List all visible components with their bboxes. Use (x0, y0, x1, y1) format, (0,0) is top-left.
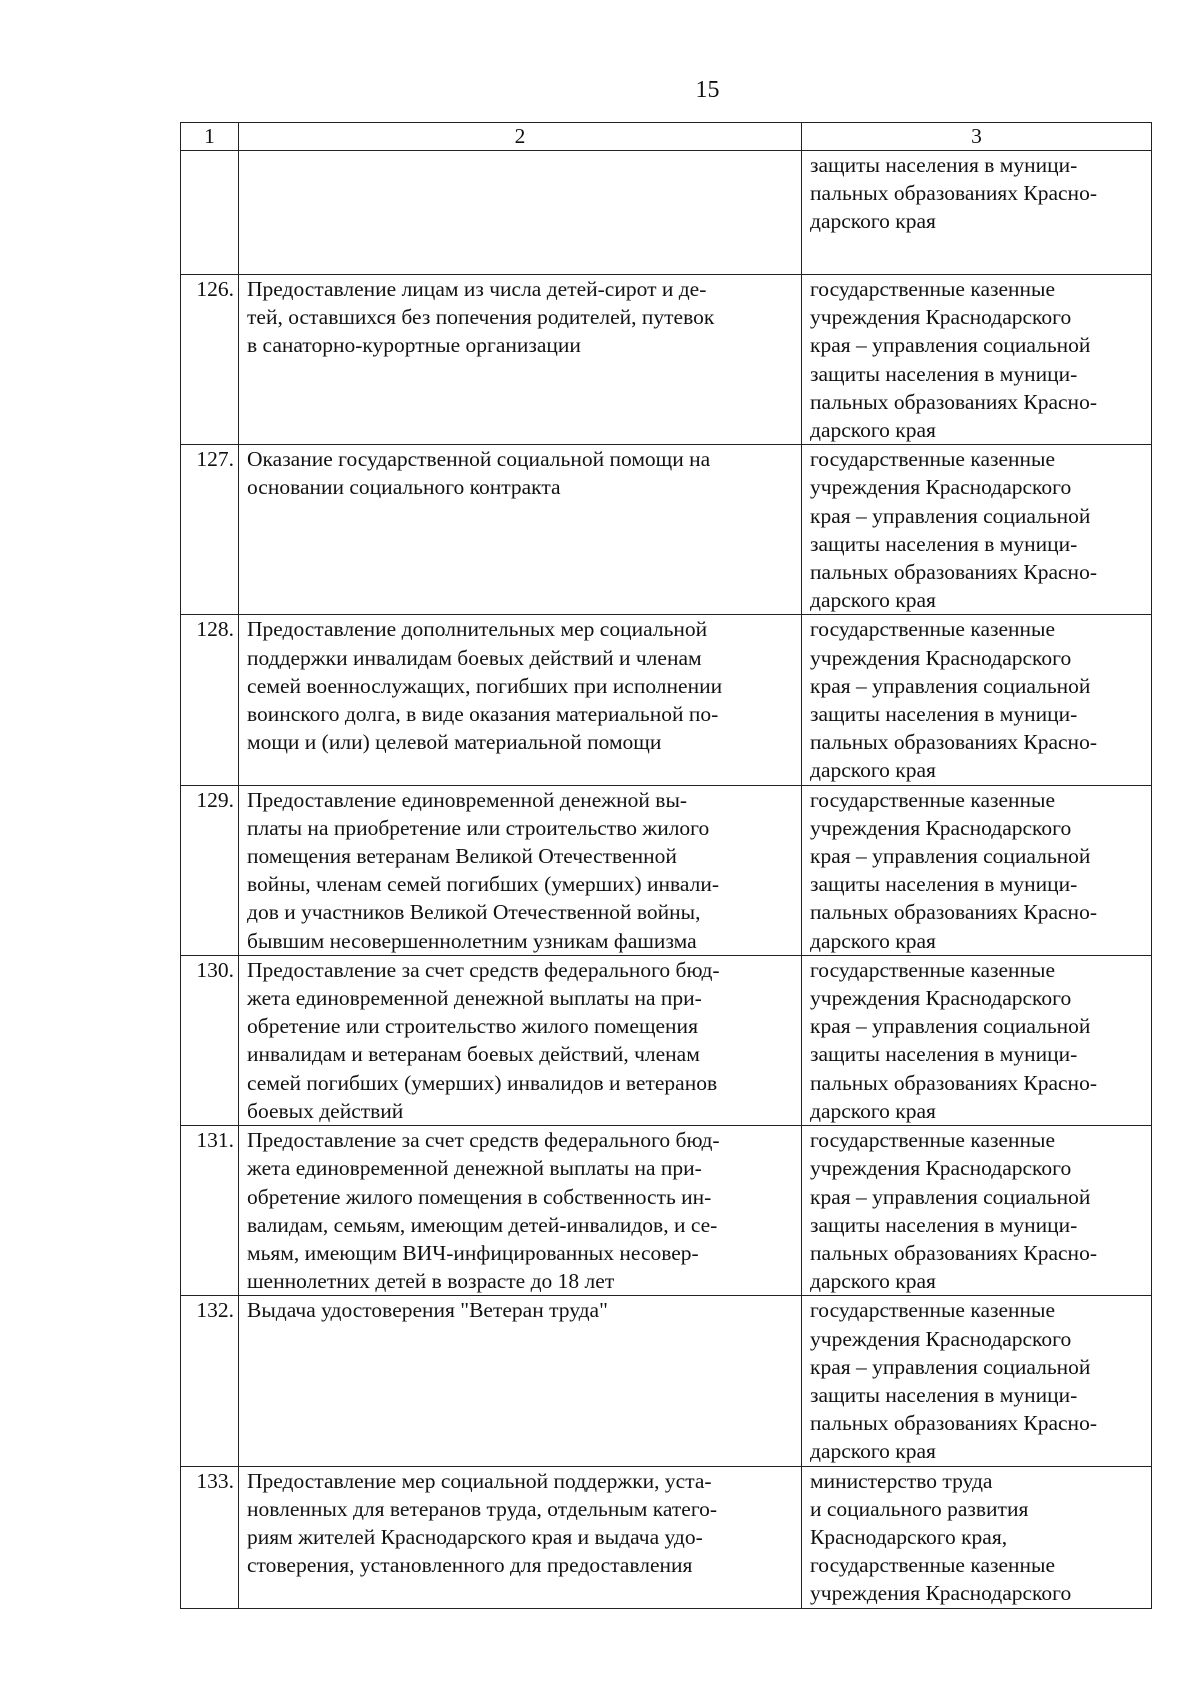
authority-cell: государственные казенные учреждения Краснодарского края – управления социальной защиты населения в муници- пальных образованиях Красно- дарского края (802, 445, 1152, 615)
row-number: 131. (181, 1126, 239, 1296)
table-row (181, 1296, 1152, 1466)
row-number: 126. (181, 275, 239, 445)
service-cell (239, 151, 802, 275)
page-number: 15 (695, 77, 720, 103)
table-header-row (181, 123, 1152, 151)
service-cell: Выдача удостоверения "Ветеран труда" (239, 1296, 802, 1466)
column-header-service: 2 (239, 123, 802, 151)
row-number: 133. (181, 1466, 239, 1608)
authority-cell: защиты населения в муници- пальных образованиях Красно- дарского края (802, 151, 1152, 275)
authority-cell: министерство труда и социального развития Краснодарского края, государственные казенные учреждения Краснодарского (802, 1466, 1152, 1608)
row-number: 127. (181, 445, 239, 615)
authority-cell: государственные казенные учреждения Краснодарского края – управления социальной защиты населения в муници- пальных образованиях Красно- дарского края (802, 275, 1152, 445)
service-cell: Предоставление единовременной денежной вы- платы на приобретение или строительство жилого помещения ветеранам Великой Отечественной войны, членам семей погибших (умерших) инвали- дов и участников Великой Отечественной войны, бывшим несовершеннолетним узникам фашизма (239, 785, 802, 955)
authority-cell: государственные казенные учреждения Краснодарского края – управления социальной защиты населения в муници- пальных образованиях Красно- дарского края (802, 785, 1152, 955)
table-row (181, 445, 1152, 615)
table-row (181, 615, 1152, 785)
authority-cell: государственные казенные учреждения Краснодарского края – управления социальной защиты населения в муници- пальных образованиях Красно- дарского края (802, 1296, 1152, 1466)
row-number (181, 151, 239, 275)
authority-cell: государственные казенные учреждения Краснодарского края – управления социальной защиты населения в муници- пальных образованиях Красно- дарского края (802, 615, 1152, 785)
service-cell: Предоставление за счет средств федерального бюд- жета единовременной денежной выплаты на при- обретение жилого помещения в собственность ин- валидам, семьям, имеющим детей-инвалидов, и се- мьям, имеющим ВИЧ-инфицированных несовер- шеннолетних детей в возрасте до 18 лет (239, 1126, 802, 1296)
service-cell: Предоставление лицам из числа детей-сирот и де- тей, оставшихся без попечения родителей, путевок в санаторно-курортные организации (239, 275, 802, 445)
row-number: 129. (181, 785, 239, 955)
table-row (181, 785, 1152, 955)
table-row (181, 955, 1152, 1125)
row-number: 132. (181, 1296, 239, 1466)
column-header-number: 1 (181, 123, 239, 151)
service-cell: Предоставление мер социальной поддержки, уста- новленных для ветеранов труда, отдельным катего- риям жителей Краснодарского края и выдача удо- стоверения, установленного для предоставления (239, 1466, 802, 1608)
row-number: 130. (181, 955, 239, 1125)
authority-cell: государственные казенные учреждения Краснодарского края – управления социальной защиты населения в муници- пальных образованиях Красно- дарского края (802, 955, 1152, 1125)
authority-cell: государственные казенные учреждения Краснодарского края – управления социальной защиты населения в муници- пальных образованиях Красно- дарского края (802, 1126, 1152, 1296)
table-row (181, 1126, 1152, 1296)
table-row (181, 151, 1152, 275)
row-number: 128. (181, 615, 239, 785)
table-row (181, 1466, 1152, 1608)
service-cell: Предоставление дополнительных мер социальной поддержки инвалидам боевых действий и членам семей военнослужащих, погибших при исполнении воинского долга, в виде оказания материальной по- мощи и (или) целевой материальной помощи (239, 615, 802, 785)
services-table (180, 122, 1152, 1609)
column-header-authority: 3 (802, 123, 1152, 151)
service-cell: Оказание государственной социальной помощи на основании социального контракта (239, 445, 802, 615)
service-cell: Предоставление за счет средств федерального бюд- жета единовременной денежной выплаты на при- обретение или строительство жилого помещения инвалидам и ветеранам боевых действий, членам семей погибших (умерших) инвалидов и ветеранов боевых действий (239, 955, 802, 1125)
table-row (181, 275, 1152, 445)
